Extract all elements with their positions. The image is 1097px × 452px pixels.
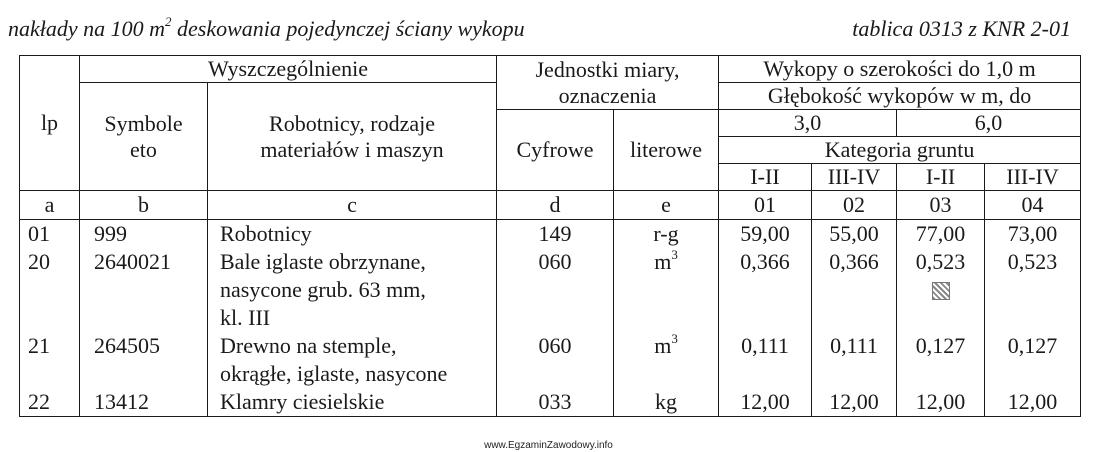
row-value-02: 12,00 xyxy=(812,388,897,417)
column-letter-01: 01 xyxy=(719,191,812,220)
row-lp: 01 xyxy=(20,220,80,249)
header-robotnicy: Robotnicy, rodzaje materiałów i maszyn xyxy=(208,83,497,191)
header-cat-2: III-IV xyxy=(812,164,897,191)
table-reference: tablica 0313 z KNR 2-01 xyxy=(852,16,1071,41)
column-letter-d: d xyxy=(497,191,614,220)
column-letter-04: 04 xyxy=(985,191,1081,220)
row-value-04: 0,523 xyxy=(985,248,1081,332)
column-letter-e: e xyxy=(614,191,719,220)
header-literowe: literowe xyxy=(614,110,719,191)
row-unit-code: 060 xyxy=(497,332,614,388)
table-caption: nakłady na 100 $m^2$ deskowania pojedynczej ściany wykopu xyxy=(8,14,525,41)
header-wykopy: Wykopy o szerokości do 1,0 m xyxy=(719,56,1081,83)
row-lp: 21 xyxy=(20,332,80,388)
column-letter-b: b xyxy=(80,191,208,220)
header-depth-1: 3,0 xyxy=(719,110,897,137)
row-symbol: 999 xyxy=(80,220,208,249)
row-name: Robotnicy xyxy=(208,220,497,249)
column-letter-c: c xyxy=(208,191,497,220)
header-depth-2: 6,0 xyxy=(897,110,1081,137)
row-name: Klamry ciesielskie xyxy=(208,388,497,417)
row-unit-symbol: $m^3$ xyxy=(614,248,719,332)
column-letter-02: 02 xyxy=(812,191,897,220)
header-lp: lp xyxy=(20,56,80,191)
norm-table xyxy=(19,55,1081,417)
row-unit-code: 060 xyxy=(497,248,614,332)
row-unit-code: 033 xyxy=(497,388,614,417)
qr-code-icon xyxy=(932,282,950,300)
row-value-03: 0,127 xyxy=(897,332,985,388)
row-value-01: 59,00 xyxy=(719,220,812,249)
row-symbol: 2640021 xyxy=(80,248,208,332)
row-lp: 22 xyxy=(20,388,80,417)
row-value-03: 0,523 xyxy=(897,248,985,332)
row-unit-symbol: kg xyxy=(614,388,719,417)
row-value-02: 55,00 xyxy=(812,220,897,249)
header-wyszczegolnienie: Wyszczególnienie xyxy=(80,56,497,83)
row-value-01: 0,366 xyxy=(719,248,812,332)
header-cat-3: I-II xyxy=(897,164,985,191)
row-unit-symbol: $m^3$ xyxy=(614,332,719,388)
row-value-04: 73,00 xyxy=(985,220,1081,249)
table-row xyxy=(20,332,1081,388)
watermark-footer: www.EgzaminZawodowy.info xyxy=(484,440,613,451)
row-value-01: 0,111 xyxy=(719,332,812,388)
header-jednostki: Jednostki miary, oznaczenia xyxy=(497,56,719,110)
row-value-02: 0,366 xyxy=(812,248,897,332)
column-letter-a: a xyxy=(20,191,80,220)
row-value-03: 77,00 xyxy=(897,220,985,249)
row-value-04: 0,127 xyxy=(985,332,1081,388)
row-symbol: 13412 xyxy=(80,388,208,417)
table-row xyxy=(20,388,1081,417)
header-cat-1: I-II xyxy=(719,164,812,191)
header-cyfrowe: Cyfrowe xyxy=(497,110,614,191)
row-unit-code: 149 xyxy=(497,220,614,249)
row-value-04: 12,00 xyxy=(985,388,1081,417)
row-unit-symbol: r-g xyxy=(614,220,719,249)
header-kategoria: Kategoria gruntu xyxy=(719,137,1081,164)
table-row xyxy=(20,220,1081,249)
header-glebokosc: Głębokość wykopów w m, do xyxy=(719,83,1081,110)
row-value-01: 12,00 xyxy=(719,388,812,417)
row-name: Drewno na stemple, okrągłe, iglaste, nasycone xyxy=(208,332,497,388)
column-letter-03: 03 xyxy=(897,191,985,220)
row-value-03: 12,00 xyxy=(897,388,985,417)
table-row xyxy=(20,248,1081,332)
row-symbol: 264505 xyxy=(80,332,208,388)
header-cat-4: III-IV xyxy=(985,164,1081,191)
row-value-02: 0,111 xyxy=(812,332,897,388)
header-symbole: Symbole eto xyxy=(80,83,208,191)
row-lp: 20 xyxy=(20,248,80,332)
row-name: Bale iglaste obrzynane, nasycone grub. 63 mm, kl. III xyxy=(208,248,497,332)
